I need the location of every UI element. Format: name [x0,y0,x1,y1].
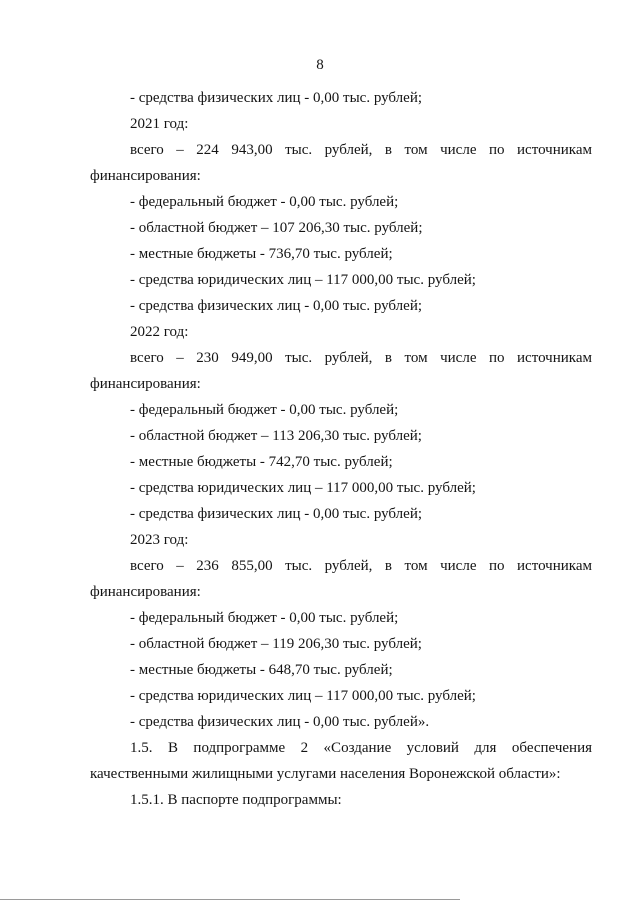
section-1-5-1: 1.5.1. В паспорте подпрограммы: [130,792,342,808]
financing-label-2021: финансирования: [90,168,201,184]
local-budgets-2021: - местные бюджеты - 736,70 тыс. рублей; [130,246,393,262]
financing-label-2022: финансирования: [90,376,201,392]
regional-budget-2023: - областной бюджет – 119 206,30 тыс. рублей; [130,636,422,652]
year-2022-heading: 2022 год: [130,324,189,340]
individuals-2021: - средства физических лиц - 0,00 тыс. рублей; [130,298,423,314]
page-number: 8 [316,57,324,73]
federal-budget-2022: - федеральный бюджет - 0,00 тыс. рублей; [130,402,399,418]
total-2023: всего – 236 855,00 тыс. рублей, в том числе по источникам [130,558,592,574]
individuals-2022: - средства физических лиц - 0,00 тыс. рублей; [130,506,423,522]
section-1-5-continuation: качественными жилищными услугами населения Воронежской области»: [90,766,561,782]
legal-entities-2022: - средства юридических лиц – 117 000,00 тыс. рублей; [130,480,476,496]
section-1-5-heading: 1.5. В подпрограмме 2 «Создание условий для обеспечения [130,740,592,756]
year-2021-heading: 2021 год: [130,116,189,132]
federal-budget-2023: - федеральный бюджет - 0,00 тыс. рублей; [130,610,399,626]
legal-entities-2023: - средства юридических лиц – 117 000,00 тыс. рублей; [130,688,476,704]
legal-entities-2021: - средства юридических лиц – 117 000,00 тыс. рублей; [130,272,476,288]
total-2022: всего – 230 949,00 тыс. рублей, в том числе по источникам [130,350,592,366]
regional-budget-2021: - областной бюджет – 107 206,30 тыс. рублей; [130,220,423,236]
federal-budget-2021: - федеральный бюджет - 0,00 тыс. рублей; [130,194,399,210]
scan-edge-line [0,899,460,900]
individuals-2023: - средства физических лиц - 0,00 тыс. рублей». [130,714,430,730]
local-budgets-2022: - местные бюджеты - 742,70 тыс. рублей; [130,454,393,470]
total-2021: всего – 224 943,00 тыс. рублей, в том числе по источникам [130,142,592,158]
financing-label-2023: финансирования: [90,584,201,600]
regional-budget-2022: - областной бюджет – 113 206,30 тыс. рублей; [130,428,422,444]
local-budgets-2023: - местные бюджеты - 648,70 тыс. рублей; [130,662,393,678]
year-2023-heading: 2023 год: [130,532,189,548]
line-individuals-2020: - средства физических лиц - 0,00 тыс. рублей; [130,90,423,106]
